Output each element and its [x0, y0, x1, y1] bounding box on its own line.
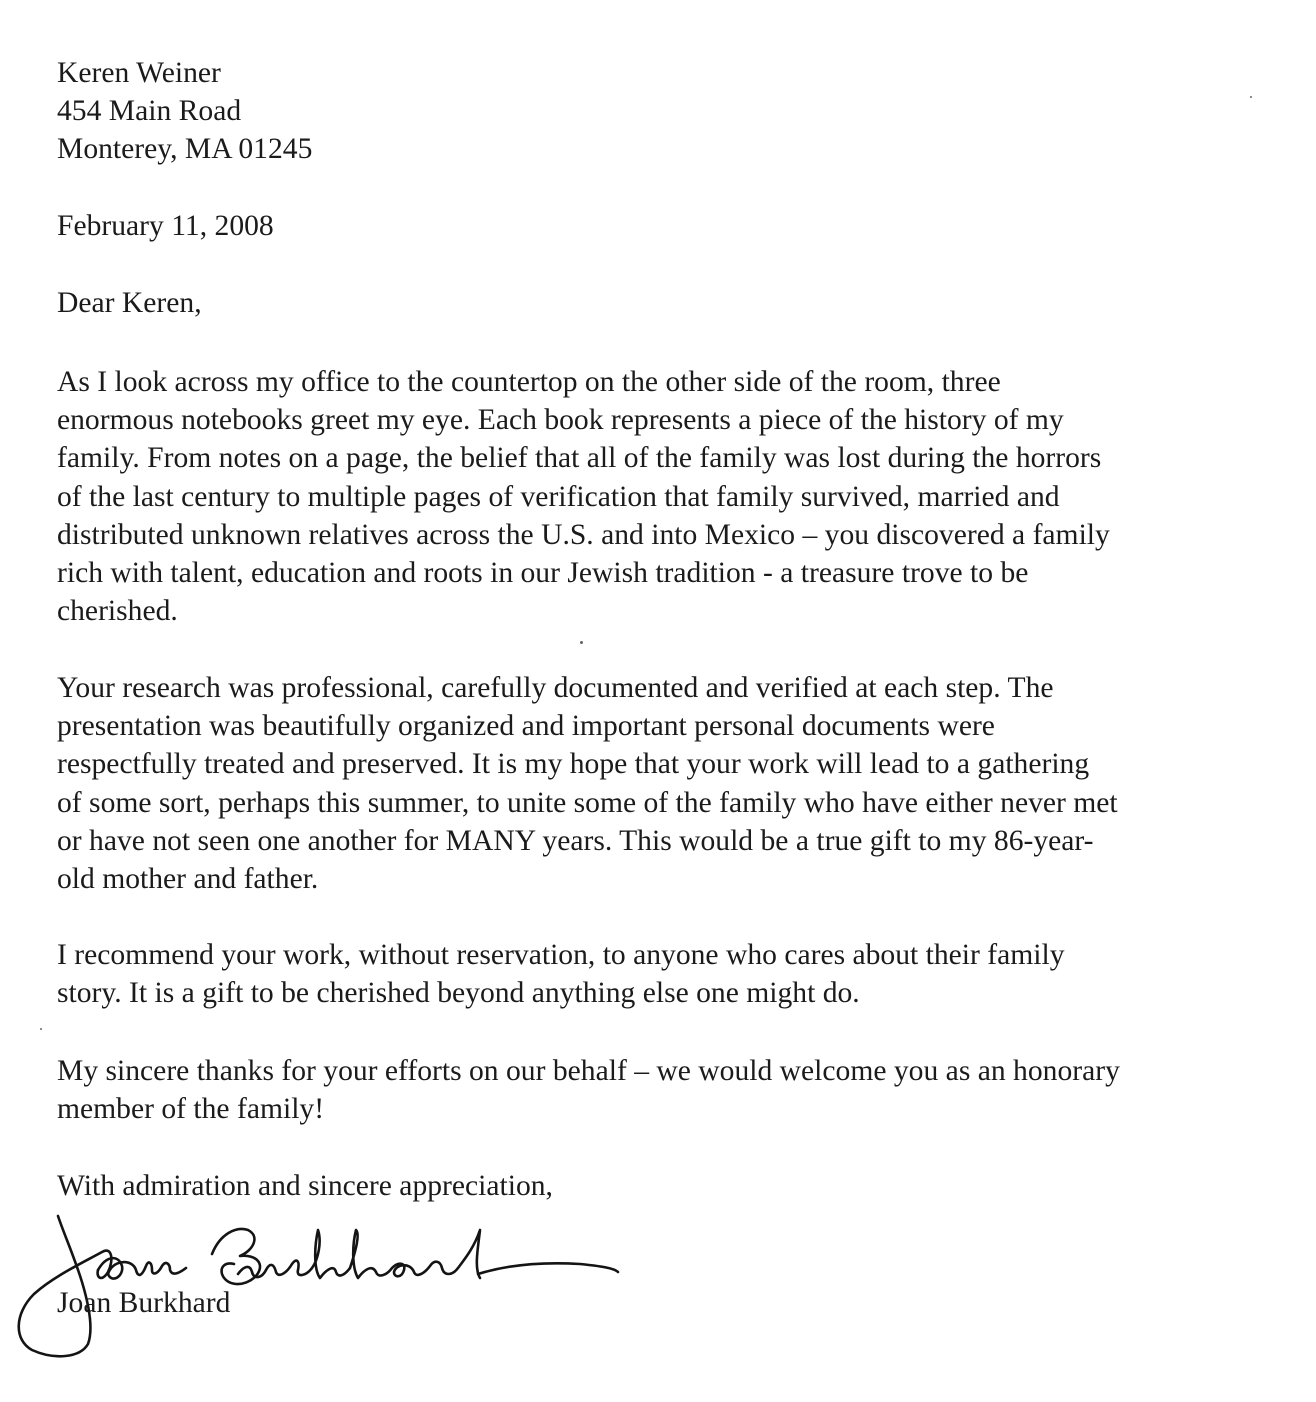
sender-street: 454 Main Road — [57, 95, 242, 128]
scan-speck — [580, 641, 583, 644]
signature-stroke — [350, 1230, 480, 1278]
paragraph-line: or have not seen one another for MANY years. This would be a true gift to my 86-year- — [57, 824, 1094, 857]
signer-name: Joan Burkhard — [57, 1287, 231, 1319]
paragraph-line: rich with talent, education and roots in our Jewish tradition - a treasure trove to be — [57, 556, 1029, 589]
paragraph-line: of the last century to multiple pages of verification that family survived, married and — [57, 480, 1060, 513]
paragraph-4 — [57, 1052, 1120, 1128]
scan-speck — [1250, 96, 1252, 98]
paragraph-line: Your research was professional, carefully documented and verified at each step. The — [57, 672, 1054, 704]
sender-city-line: Monterey, MA 01245 — [57, 133, 313, 166]
closing: With admiration and sincere appreciation, — [57, 1170, 553, 1202]
paragraph-line: As I look across my office to the countertop on the other side of the room, three — [57, 366, 1001, 398]
paragraph-line: presentation was beautifully organized and important personal documents were — [57, 710, 995, 743]
sender-name: Keren Weiner — [57, 57, 221, 89]
signature-stroke — [98, 1258, 186, 1278]
paragraph-2 — [57, 669, 1118, 898]
paragraph-3 — [57, 936, 1065, 1012]
salutation: Dear Keren, — [57, 287, 202, 319]
letter-date: February 11, 2008 — [57, 210, 274, 242]
paragraph-1 — [57, 363, 1110, 630]
paragraph-line: respectfully treated and preserved. It is my hope that your work will lead to a gathering — [57, 748, 1090, 781]
paragraph-line: of some sort, perhaps this summer, to unite some of the family who have either never met — [57, 786, 1118, 819]
paragraph-line: cherished. — [57, 595, 178, 628]
signature-stroke — [478, 1263, 618, 1274]
paragraph-line: old mother and father. — [57, 862, 319, 895]
paragraph-line: family. From notes on a page, the belief that all of the family was lost during the horrors — [57, 442, 1102, 475]
signature-stroke — [212, 1229, 260, 1284]
paragraph-line: My sincere thanks for your efforts on our behalf – we would welcome you as an honorary — [57, 1055, 1120, 1087]
sender-address — [57, 54, 312, 169]
signature-stroke — [238, 1230, 350, 1278]
paragraph-line: member of the family! — [57, 1093, 325, 1126]
handwritten-signature — [0, 1190, 660, 1360]
paragraph-line: I recommend your work, without reservation, to anyone who cares about their family — [57, 939, 1065, 971]
paragraph-line: story. It is a gift to be cherished beyond anything else one might do. — [57, 977, 860, 1010]
scan-speck — [40, 1028, 42, 1030]
paragraph-line: enormous notebooks greet my eye. Each book represents a piece of the history of my — [57, 404, 1064, 437]
paragraph-line: distributed unknown relatives across the U.S. and into Mexico – you discovered a family — [57, 518, 1110, 551]
